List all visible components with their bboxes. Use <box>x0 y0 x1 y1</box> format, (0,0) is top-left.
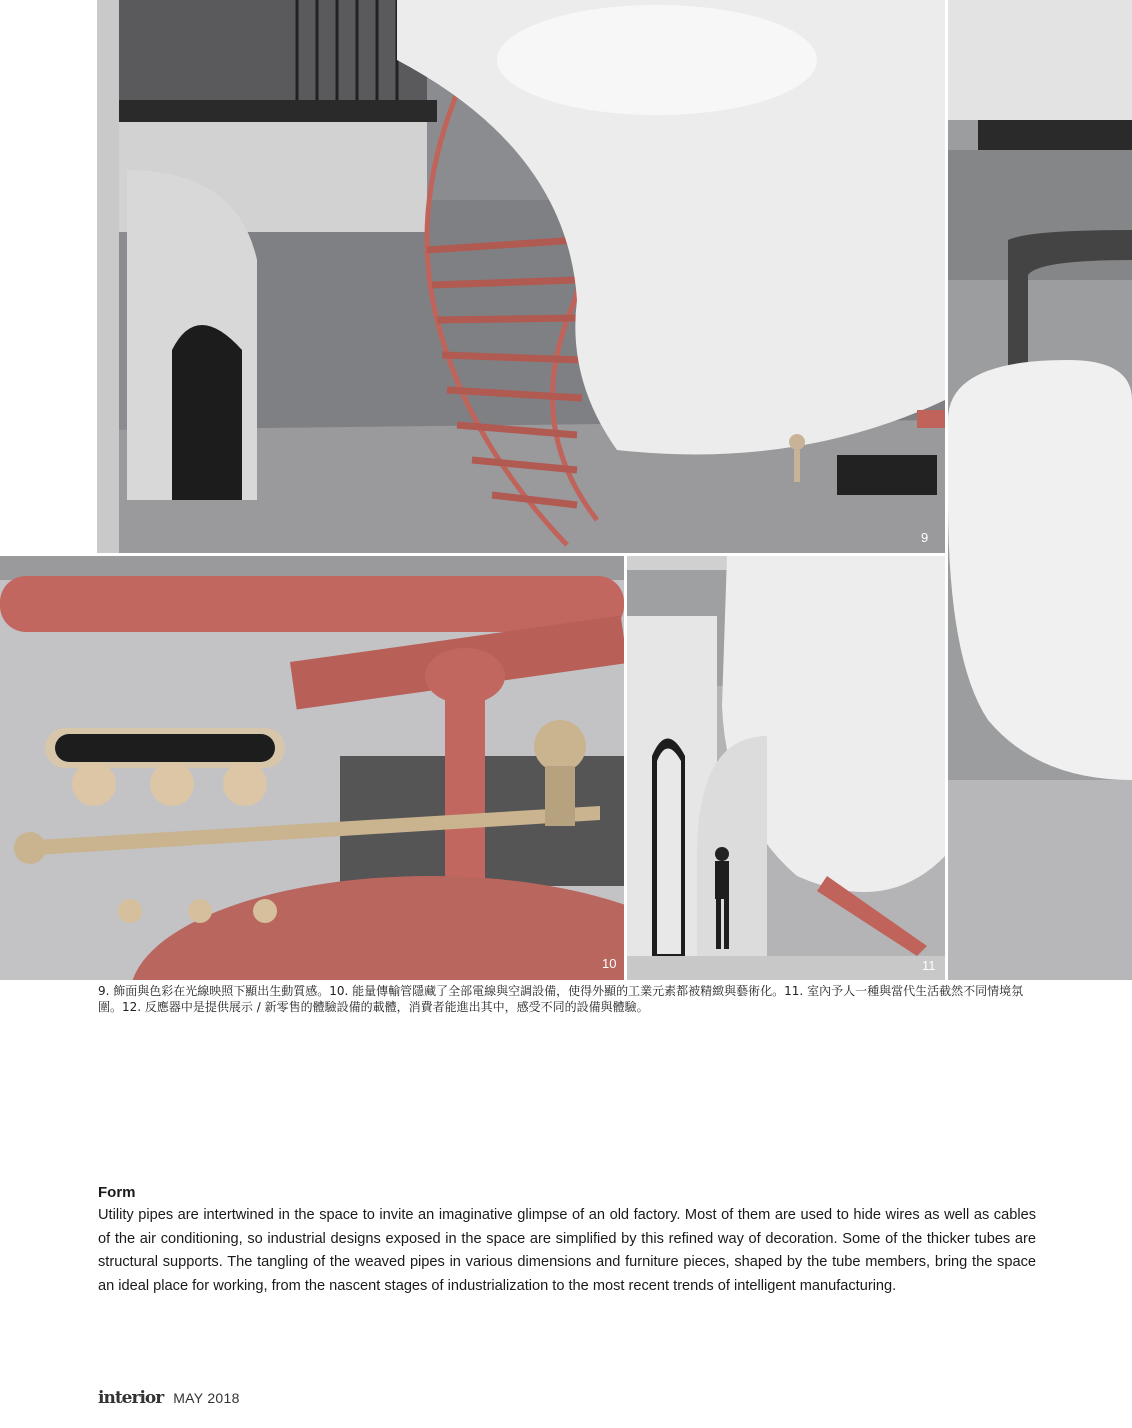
section-heading: Form <box>98 1184 136 1201</box>
photo-number-11: 11 <box>922 958 936 973</box>
photo-12-white-volume <box>948 0 1132 980</box>
photo-10-pipes <box>0 556 624 980</box>
photo-number-10: 10 <box>602 956 617 971</box>
photo-number-9: 9 <box>921 530 929 545</box>
magazine-logo: interior <box>98 1388 164 1408</box>
photo-caption: 9. 飾面與色彩在光線映照下顯出生動質感。10. 能量傳輸管隱藏了全部電線與空調設備，使得外顯的工業元素都被精緻與藝術化。11. 室內予人一種與當代生活截然不同情境氛圍。12. 反應器中是提供展示 / 新零售的體驗設備的載體，消費者能進出其中，感受不同的設備與體驗。 <box>98 984 1024 1014</box>
photo-9-staircase <box>97 0 945 553</box>
article-body: Utility pipes are intertwined in the space to invite an imaginative glimpse of an old factory. Most of them are used to hide wires as well as cables of the air conditioning, so industrial designs exposed in the space are simplified by this refined way of decoration. Some of the thicker tubes are structural supports. The tangling of the weaved pipes in various dimensions and furniture pieces, shaped by the tube members, bring the space an ideal place for working, from the nascent stages of industrialization to the most recent trends of intelligent manufacturing. <box>98 1207 1036 1294</box>
photo-11-walking-figure <box>627 556 945 980</box>
issue-date: MAY 2018 <box>173 1390 240 1406</box>
page-footer <box>98 1388 240 1408</box>
